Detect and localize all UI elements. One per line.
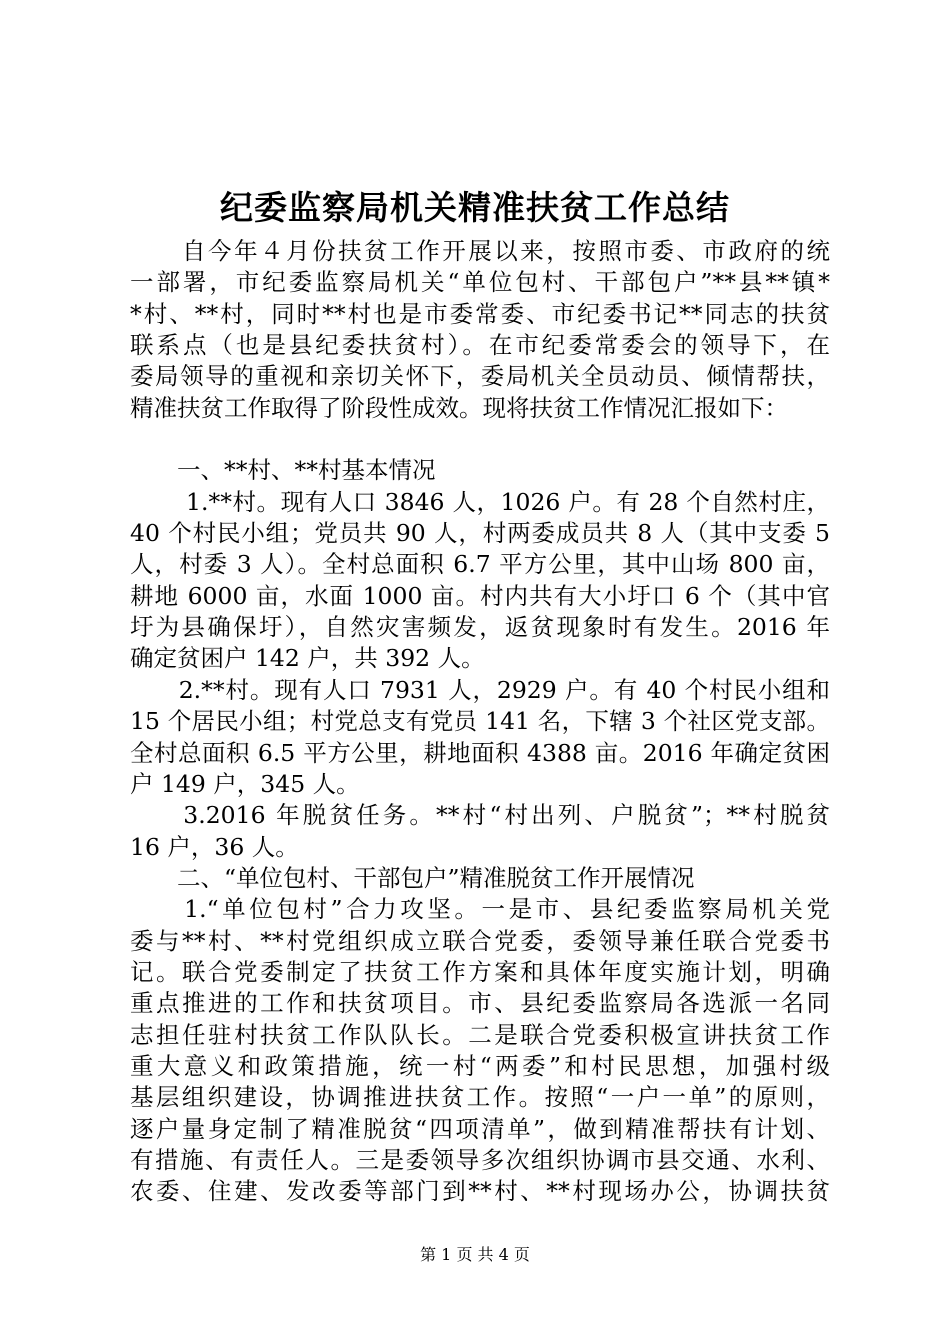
text-line: 联系点（也是县纪委扶贫村）。在市纪委常委会的领导下，在	[130, 331, 830, 360]
text-line: 户 149 户，345 人。	[130, 769, 360, 798]
text-line: 逐户量身定制了精准脱贫“四项清单”，做到精准帮扶有计划、	[130, 1114, 830, 1143]
text-line: 人，村委 3 人）。全村总面积 6.7 平方公里，其中山场 800 亩，	[130, 550, 830, 579]
text-line: 确定贫困户 142 户，共 392 人。	[130, 644, 485, 673]
text-line: 15 个居民小组；村党总支有党员 141 名，下辖 3 个社区党支部。	[130, 707, 830, 736]
text-line: 委与**村、**村党组织成立联合党委，委领导兼任联合党委书	[130, 926, 830, 955]
page-footer: 第 1 页 共 4 页	[420, 1245, 530, 1264]
text-line: 全村总面积 6.5 平方公里，耕地面积 4388 亩。2016 年确定贫困	[130, 738, 830, 767]
text-line: 重点推进的工作和扶贫项目。市、县纪委监察局各选派一名同	[130, 989, 830, 1018]
text-line: 1.**村。现有人口 3846 人，1026 户。有 28 个自然村庄，	[130, 487, 830, 516]
text-line: 圩为县确保圩），自然灾害频发，返贫现象时有发生。2016 年	[130, 613, 830, 642]
text-line: 自今年４月份扶贫工作开展以来，按照市委、市政府的统	[130, 237, 830, 265]
text-line: 基层组织建设，协调推进扶贫工作。按照“一户一单”的原则，	[130, 1083, 830, 1112]
text-line: 志担任驻村扶贫工作队队长。二是联合党委积极宣讲扶贫工作	[130, 1020, 830, 1049]
document-body	[130, 236, 830, 1208]
text-line: 记。联合党委制定了扶贫工作方案和具体年度实施计划，明确	[130, 957, 830, 986]
text-line: 3.2016 年脱贫任务。**村“村出列、户脱贫”；**村脱贫	[130, 801, 830, 830]
text-line	[130, 424, 830, 455]
text-line: 农委、住建、发改委等部门到**村、**村现场办公，协调扶贫	[130, 1177, 830, 1206]
text-line: 16 户，36 人。	[130, 832, 299, 861]
text-line: 精准扶贫工作取得了阶段性成效。现将扶贫工作情况汇报如下：	[130, 393, 788, 422]
text-line: *村、**村，同时**村也是市委常委、市纪委书记**同志的扶贫	[130, 299, 830, 328]
text-line: 1.“单位包村”合力攻坚。一是市、县纪委监察局机关党	[130, 895, 830, 924]
text-line: 二、“单位包村、干部包户”精准脱贫工作开展情况	[130, 863, 695, 892]
text-line: 40 个村民小组；党员共 90 人，村两委成员共 8 人（其中支委 5	[130, 519, 830, 548]
text-line: 有措施、有责任人。三是委领导多次组织协调市县交通、水利、	[130, 1145, 830, 1174]
text-line: 委局领导的重视和亲切关怀下，委局机关全员动员、倾情帮扶，	[130, 362, 830, 391]
document-title: 纪委监察局机关精准扶贫工作总结	[220, 188, 730, 227]
text-line: 一部署，市纪委监察局机关“单位包村、干部包户”**县**镇*	[130, 268, 830, 297]
text-line: 重大意义和政策措施，统一村“两委”和村民思想，加强村级	[130, 1051, 830, 1080]
text-line: 一、**村、**村基本情况	[130, 456, 436, 485]
text-line: 2.**村。现有人口 7931 人，2929 户。有 40 个村民小组和	[130, 675, 830, 704]
text-line: 耕地 6000 亩，水面 1000 亩。村内共有大小圩口 6 个（其中官	[130, 581, 830, 610]
